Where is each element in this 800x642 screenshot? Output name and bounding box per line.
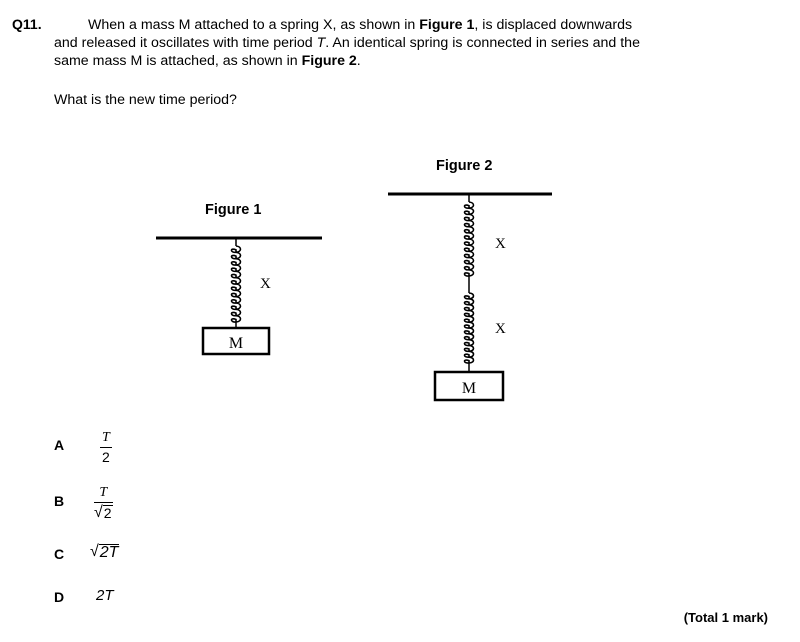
figure1-reference: Figure 1 [419, 17, 475, 33]
figure2-spring-label-top: X [495, 236, 506, 252]
question-number: Q11. [12, 16, 42, 32]
option-a-value[interactable]: $\frac{T}{2}$ [102, 430, 110, 465]
option-b-value[interactable]: T √ 2 [94, 485, 112, 521]
figure1-diagram [150, 230, 330, 360]
figure1-label: Figure 1 [205, 202, 262, 218]
figure2-mass-label: M [461, 380, 477, 397]
option-d-value[interactable]: 2T [96, 587, 114, 604]
figure2-spring-label-bottom: X [495, 321, 506, 337]
figure2-label: Figure 2 [436, 158, 493, 174]
figure1-spring-label: X [260, 276, 271, 292]
figure2-spring-bottom [465, 293, 474, 363]
question-text: When a mass M attached to a spring X, as shown in Figure 1, is displaced downwards and released it oscillates with time period T. An identical spring is connected in series and the same mass M is attached, as shown in Figure 2. [54, 17, 640, 69]
option-d-letter[interactable]: D [54, 589, 65, 605]
question-prompt: What is the new time period? [54, 92, 237, 108]
option-c-value[interactable]: √ 2T [90, 543, 119, 561]
option-c-letter[interactable]: C [54, 546, 65, 562]
period-symbol: T [316, 35, 326, 51]
option-a-letter[interactable]: A [54, 437, 65, 453]
figure1-mass-label: M [228, 335, 244, 352]
option-b-letter[interactable]: B [54, 493, 65, 509]
figure2-spring-top [465, 202, 474, 276]
figure1-spring [232, 246, 241, 322]
total-marks: (Total 1 mark) [683, 610, 768, 625]
figure2-reference: Figure 2 [301, 53, 357, 69]
figure2-diagram [380, 185, 560, 410]
